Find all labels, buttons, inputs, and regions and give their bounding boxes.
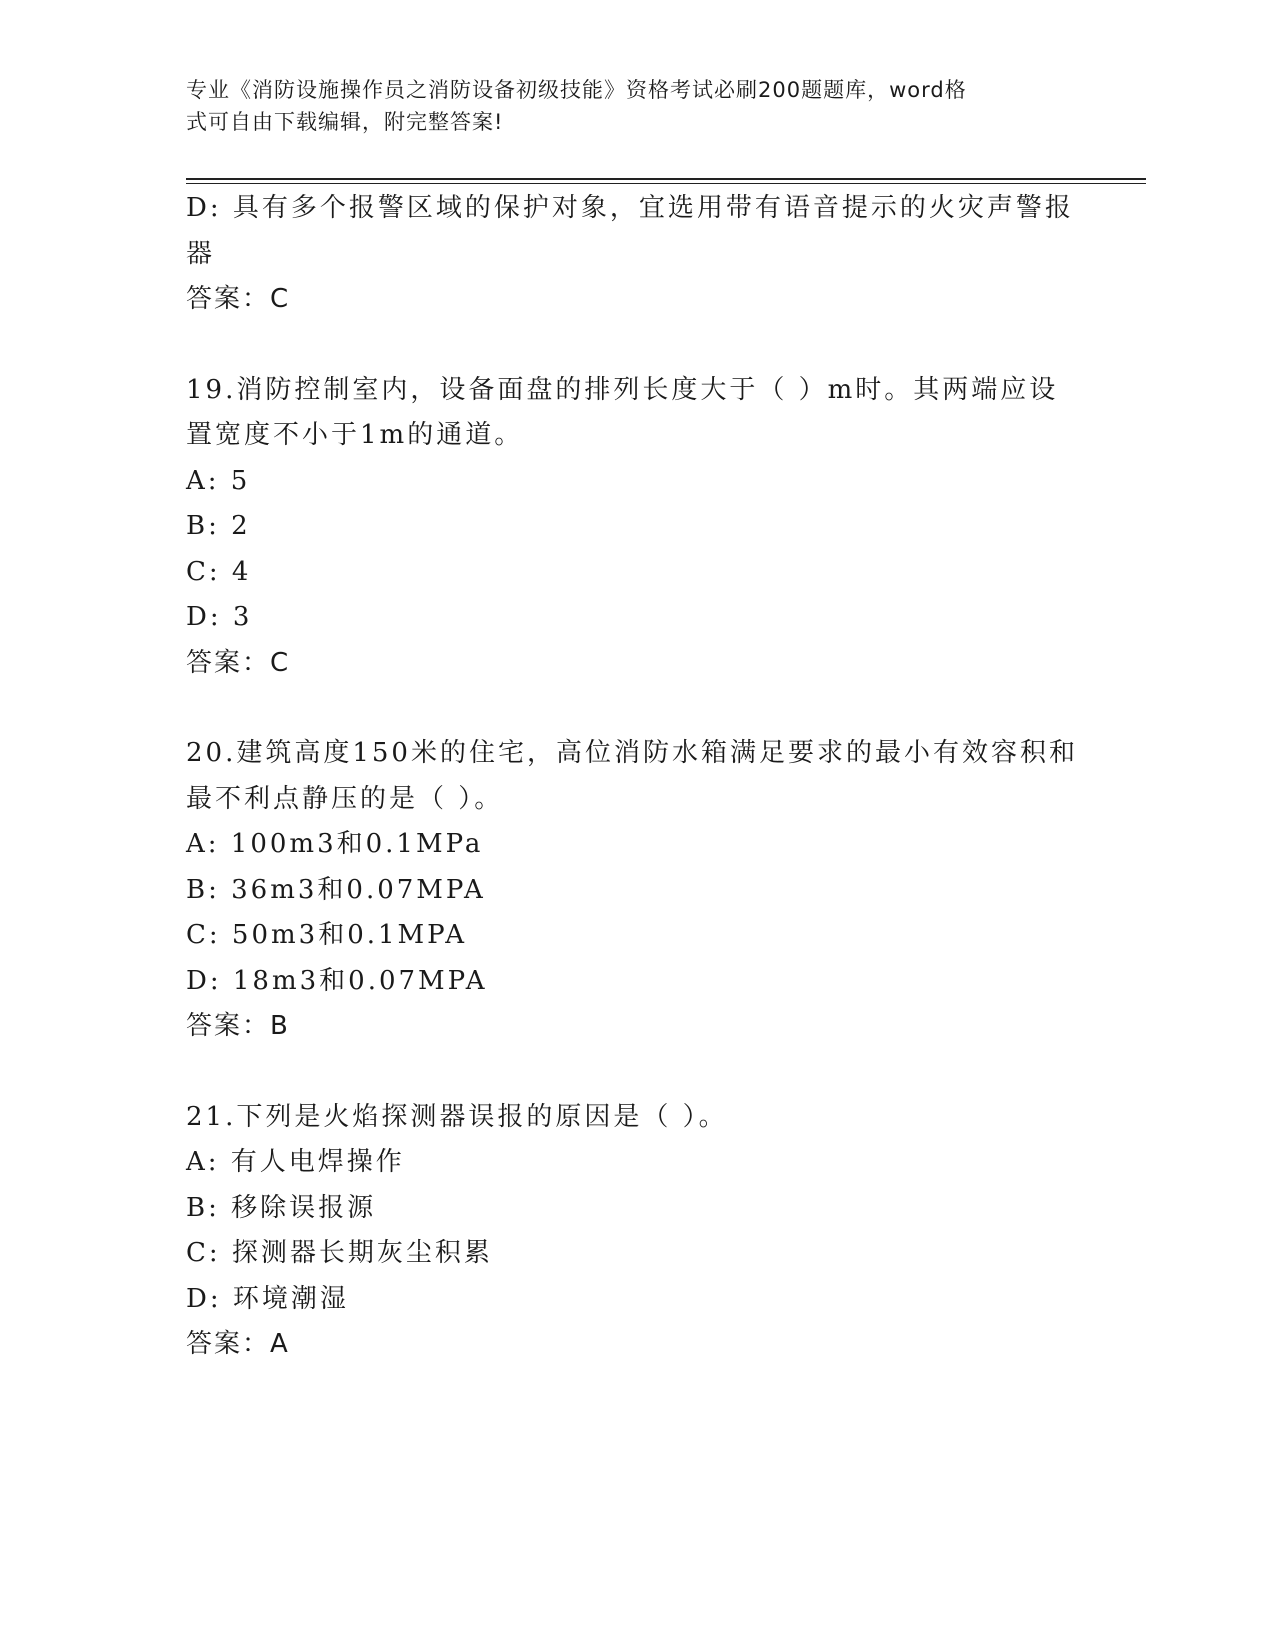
header-line-1: 专业《消防设施操作员之消防设备初级技能》资格考试必刷200题题库，word格 (186, 78, 967, 102)
question-21 (186, 1095, 1086, 1368)
option-d: D: 18m3和0.07MPA (186, 965, 488, 996)
option-b: B: 2 (186, 511, 251, 541)
document-header (186, 74, 1066, 138)
question-stem: 20.建筑高度150米的住宅，高位消防水箱满足要求的最小有效容积和 (186, 738, 1078, 768)
question-stem-continued: 置宽度不小于1m的通道。 (186, 420, 524, 450)
option-b: B: 移除误报源 (186, 1192, 377, 1223)
question-20 (186, 731, 1086, 1050)
option-d-continued: 器 (186, 238, 216, 269)
option-d: D: 环境潮湿 (186, 1283, 349, 1314)
option-a: A: 100m3和0.1MPa (186, 829, 484, 859)
previous-question-tail (186, 186, 1086, 323)
option-d: D: 具有多个报警区域的保护对象，宜选用带有语音提示的火灾声警报 (186, 193, 1074, 223)
option-c: C: 50m3和0.1MPA (186, 920, 468, 950)
question-19 (186, 368, 1086, 687)
answer: 答案：C (186, 647, 291, 678)
option-d: D: 3 (186, 602, 253, 632)
answer: 答案：B (186, 1011, 290, 1041)
question-list (186, 186, 1086, 1368)
option-a: A: 5 (186, 465, 251, 496)
header-divider-thin (186, 183, 1146, 184)
answer: 答案：C (186, 284, 291, 314)
question-stem-continued: 最不利点静压的是（ ）。 (186, 783, 504, 814)
question-stem: 19.消防控制室内，设备面盘的排列长度大于（ ）m时。其两端应设 (186, 374, 1059, 405)
option-c: C: 4 (186, 556, 252, 587)
option-c: C: 探测器长期灰尘积累 (186, 1238, 493, 1268)
option-b: B: 36m3和0.07MPA (186, 874, 486, 905)
question-stem: 21.下列是火焰探测器误报的原因是（ ）。 (186, 1101, 728, 1132)
header-line-2: 式可自由下载编辑，附完整答案! (186, 110, 504, 134)
option-a: A: 有人电焊操作 (186, 1147, 405, 1177)
header-divider (186, 178, 1146, 180)
answer: 答案：A (186, 1329, 290, 1359)
